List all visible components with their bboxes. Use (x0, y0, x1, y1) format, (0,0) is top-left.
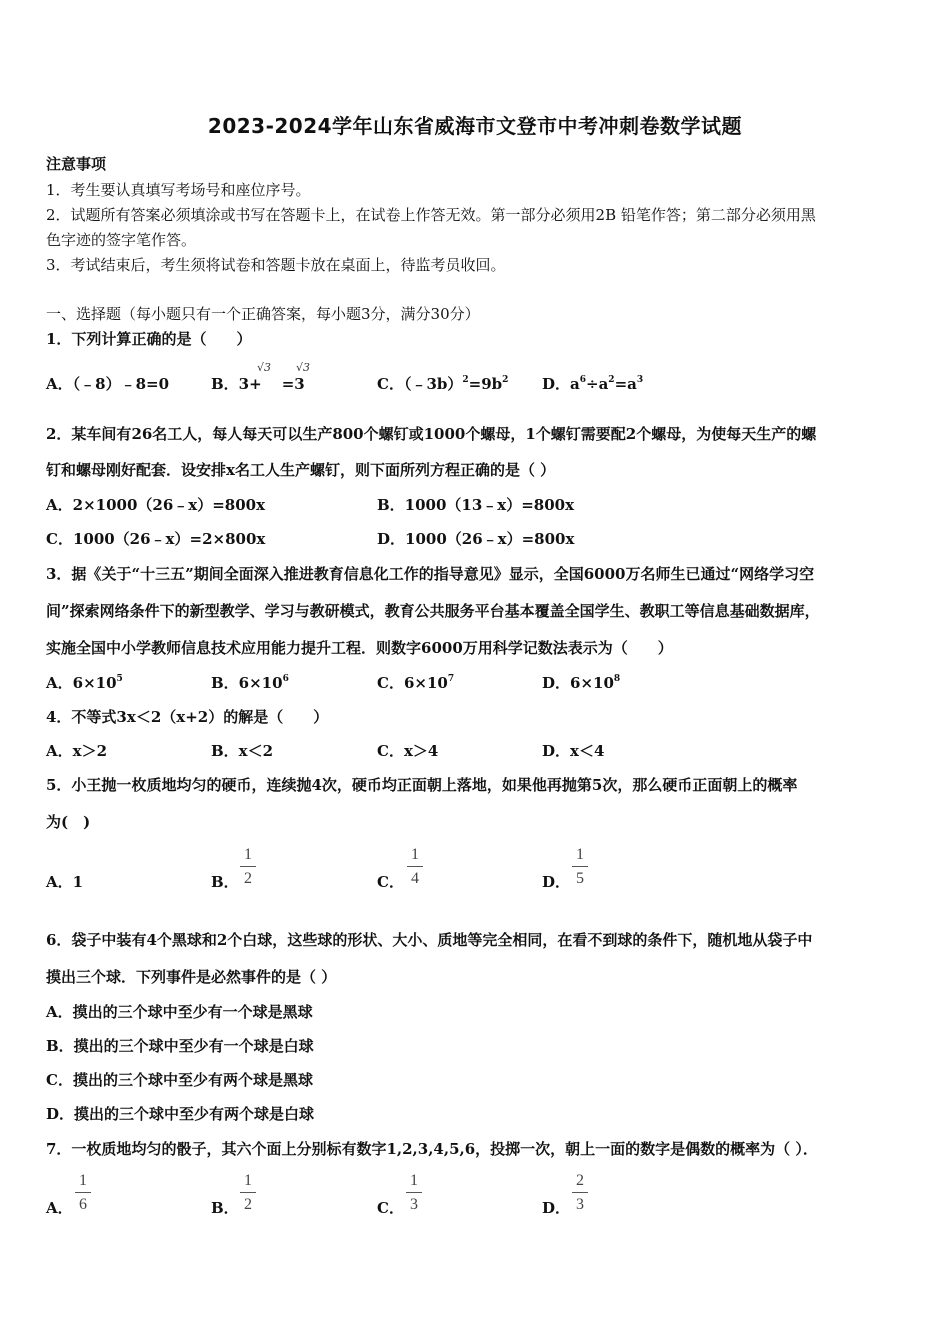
q7-option-c-label: C． (377, 1199, 404, 1217)
q5-option-d-label: D． (542, 873, 571, 891)
q4-option-b: B．x＜2 (211, 742, 274, 760)
q5-option-d-fraction: 1 5 (572, 845, 588, 889)
section-heading: 一、选择题（每小题只有一个正确答案，每小题3分，满分30分） (46, 305, 480, 323)
notice-item-3: 3．考试结束后，考生须将试卷和答题卡放在桌面上，待监考员收回。 (46, 256, 506, 274)
q7-option-d-fraction: 2 3 (572, 1171, 588, 1215)
q3-option-a: A．$6\times 10^5$ (46, 674, 123, 692)
q3-stem-line3: 实施全国中小学教师信息技术应用能力提升工程．则数字6000万用科学记数法表示为（ ） (46, 639, 673, 657)
q2-option-b: B．1000（13﹣x）=800x (377, 496, 575, 514)
q7-option-d-label: D． (542, 1199, 571, 1217)
q6-option-c: C．摸出的三个球中至少有两个球是黑球 (46, 1071, 313, 1089)
q6-option-a: A．摸出的三个球中至少有一个球是黑球 (46, 1003, 313, 1021)
q7-option-b-fraction: 1 2 (240, 1171, 256, 1215)
q1-option-d: D．$a^6\div a^2=a^3$ (542, 375, 644, 393)
q1-option-b: B．3+ =3 (211, 375, 305, 393)
q7-option-c-fraction: 1 3 (406, 1171, 422, 1215)
page-title: 2023-2024学年山东省威海市文登市中考冲刺卷数学试题 (207, 114, 743, 138)
q1-stem: 1．下列计算正确的是（ ） (46, 330, 252, 348)
q5-option-a: A．1 (46, 873, 84, 891)
q1-option-a: A．（﹣8）﹣8=0 (46, 375, 170, 393)
q5-stem-line2: 为( ) (46, 813, 91, 831)
q7-stem: 7．一枚质地均匀的骰子，其六个面上分别标有数字1,2,3,4,5,6，投掷一次，朝上一面的数字是偶数的概率为（ ）． (46, 1140, 818, 1158)
q5-option-b-label: B． (211, 873, 239, 891)
q5-option-c-label: C． (377, 873, 404, 891)
q3-option-c: C．$6\times 10^7$ (377, 674, 455, 692)
q7-option-a-fraction: 1 6 (75, 1171, 91, 1215)
q5-option-b-fraction: 1 2 (240, 845, 256, 889)
q4-option-d: D．x＜4 (542, 742, 605, 760)
q3-stem-line2: 间”探索网络条件下的新型教学、学习与教研模式，教育公共服务平台基本覆盖全国学生、教职工等信息基础数据库， (46, 602, 820, 620)
q1-option-c: C．$(﹣3b)^2=9b^2$ (377, 375, 509, 393)
q3-stem-line1: 3．据《关于“十三五”期间全面深入推进教育信息化工作的指导意见》显示，全国6000万名师生已通过“网络学习空 (46, 565, 815, 583)
q3-option-d: D．$6\times 10^8$ (542, 674, 621, 692)
q2-stem-line2: 钉和螺母刚好配套．设安排x名工人生产螺钉，则下面所列方程正确的是（ ） (46, 461, 556, 479)
q1-sqrt3-b: √3 (296, 361, 311, 374)
q4-option-a: A．x＞2 (46, 742, 108, 760)
q6-stem-line1: 6．袋子中装有4个黑球和2个白球，这些球的形状、大小、质地等完全相同，在看不到球的条件下，随机地从袋子中 (46, 931, 813, 949)
q4-option-c: C．x＞4 (377, 742, 439, 760)
q2-option-d: D．1000（26﹣x）=800x (377, 530, 575, 548)
notice-item-1: 1．考生要认真填写考场号和座位序号。 (46, 181, 311, 199)
q3-option-b: B．$6\times 10^6$ (211, 674, 289, 692)
q5-stem-line1: 5．小王抛一枚质地均匀的硬币，连续抛4次，硬币均正面朝上落地，如果他再抛第5次，那么硬币正面朝上的概率 (46, 776, 798, 794)
q6-option-d: D．摸出的三个球中至少有两个球是白球 (46, 1105, 315, 1123)
q2-option-c: C．1000（26﹣x）=2×800x (46, 530, 266, 548)
q7-option-b-label: B． (211, 1199, 239, 1217)
q4-stem: 4．不等式3x＜2（x+2）的解是（ ） (46, 708, 329, 726)
notice-item-2-cont: 色字迹的签字笔作答。 (46, 231, 197, 249)
q6-stem-line2: 摸出三个球．下列事件是必然事件的是（ ） (46, 968, 337, 986)
q2-option-a: A．2×1000（26﹣x）=800x (46, 496, 266, 514)
q7-option-a-label: A． (46, 1199, 73, 1217)
q6-option-b: B．摸出的三个球中至少有一个球是白球 (46, 1037, 314, 1055)
q5-option-c-fraction: 1 4 (407, 845, 423, 889)
notice-heading: 注意事项 (46, 155, 107, 173)
q2-stem-line1: 2．某车间有26名工人，每人每天可以生产800个螺钉或1000个螺母，1个螺钉需要配2个螺母，为使每天生产的螺 (46, 425, 817, 443)
notice-item-2: 2．试题所有答案必须填涂或书写在答题卡上，在试卷上作答无效。第一部分必须用2B 铅笔作答；第二部分必须用黑 (46, 206, 816, 224)
q1-sqrt3-a: √3 (257, 361, 272, 374)
